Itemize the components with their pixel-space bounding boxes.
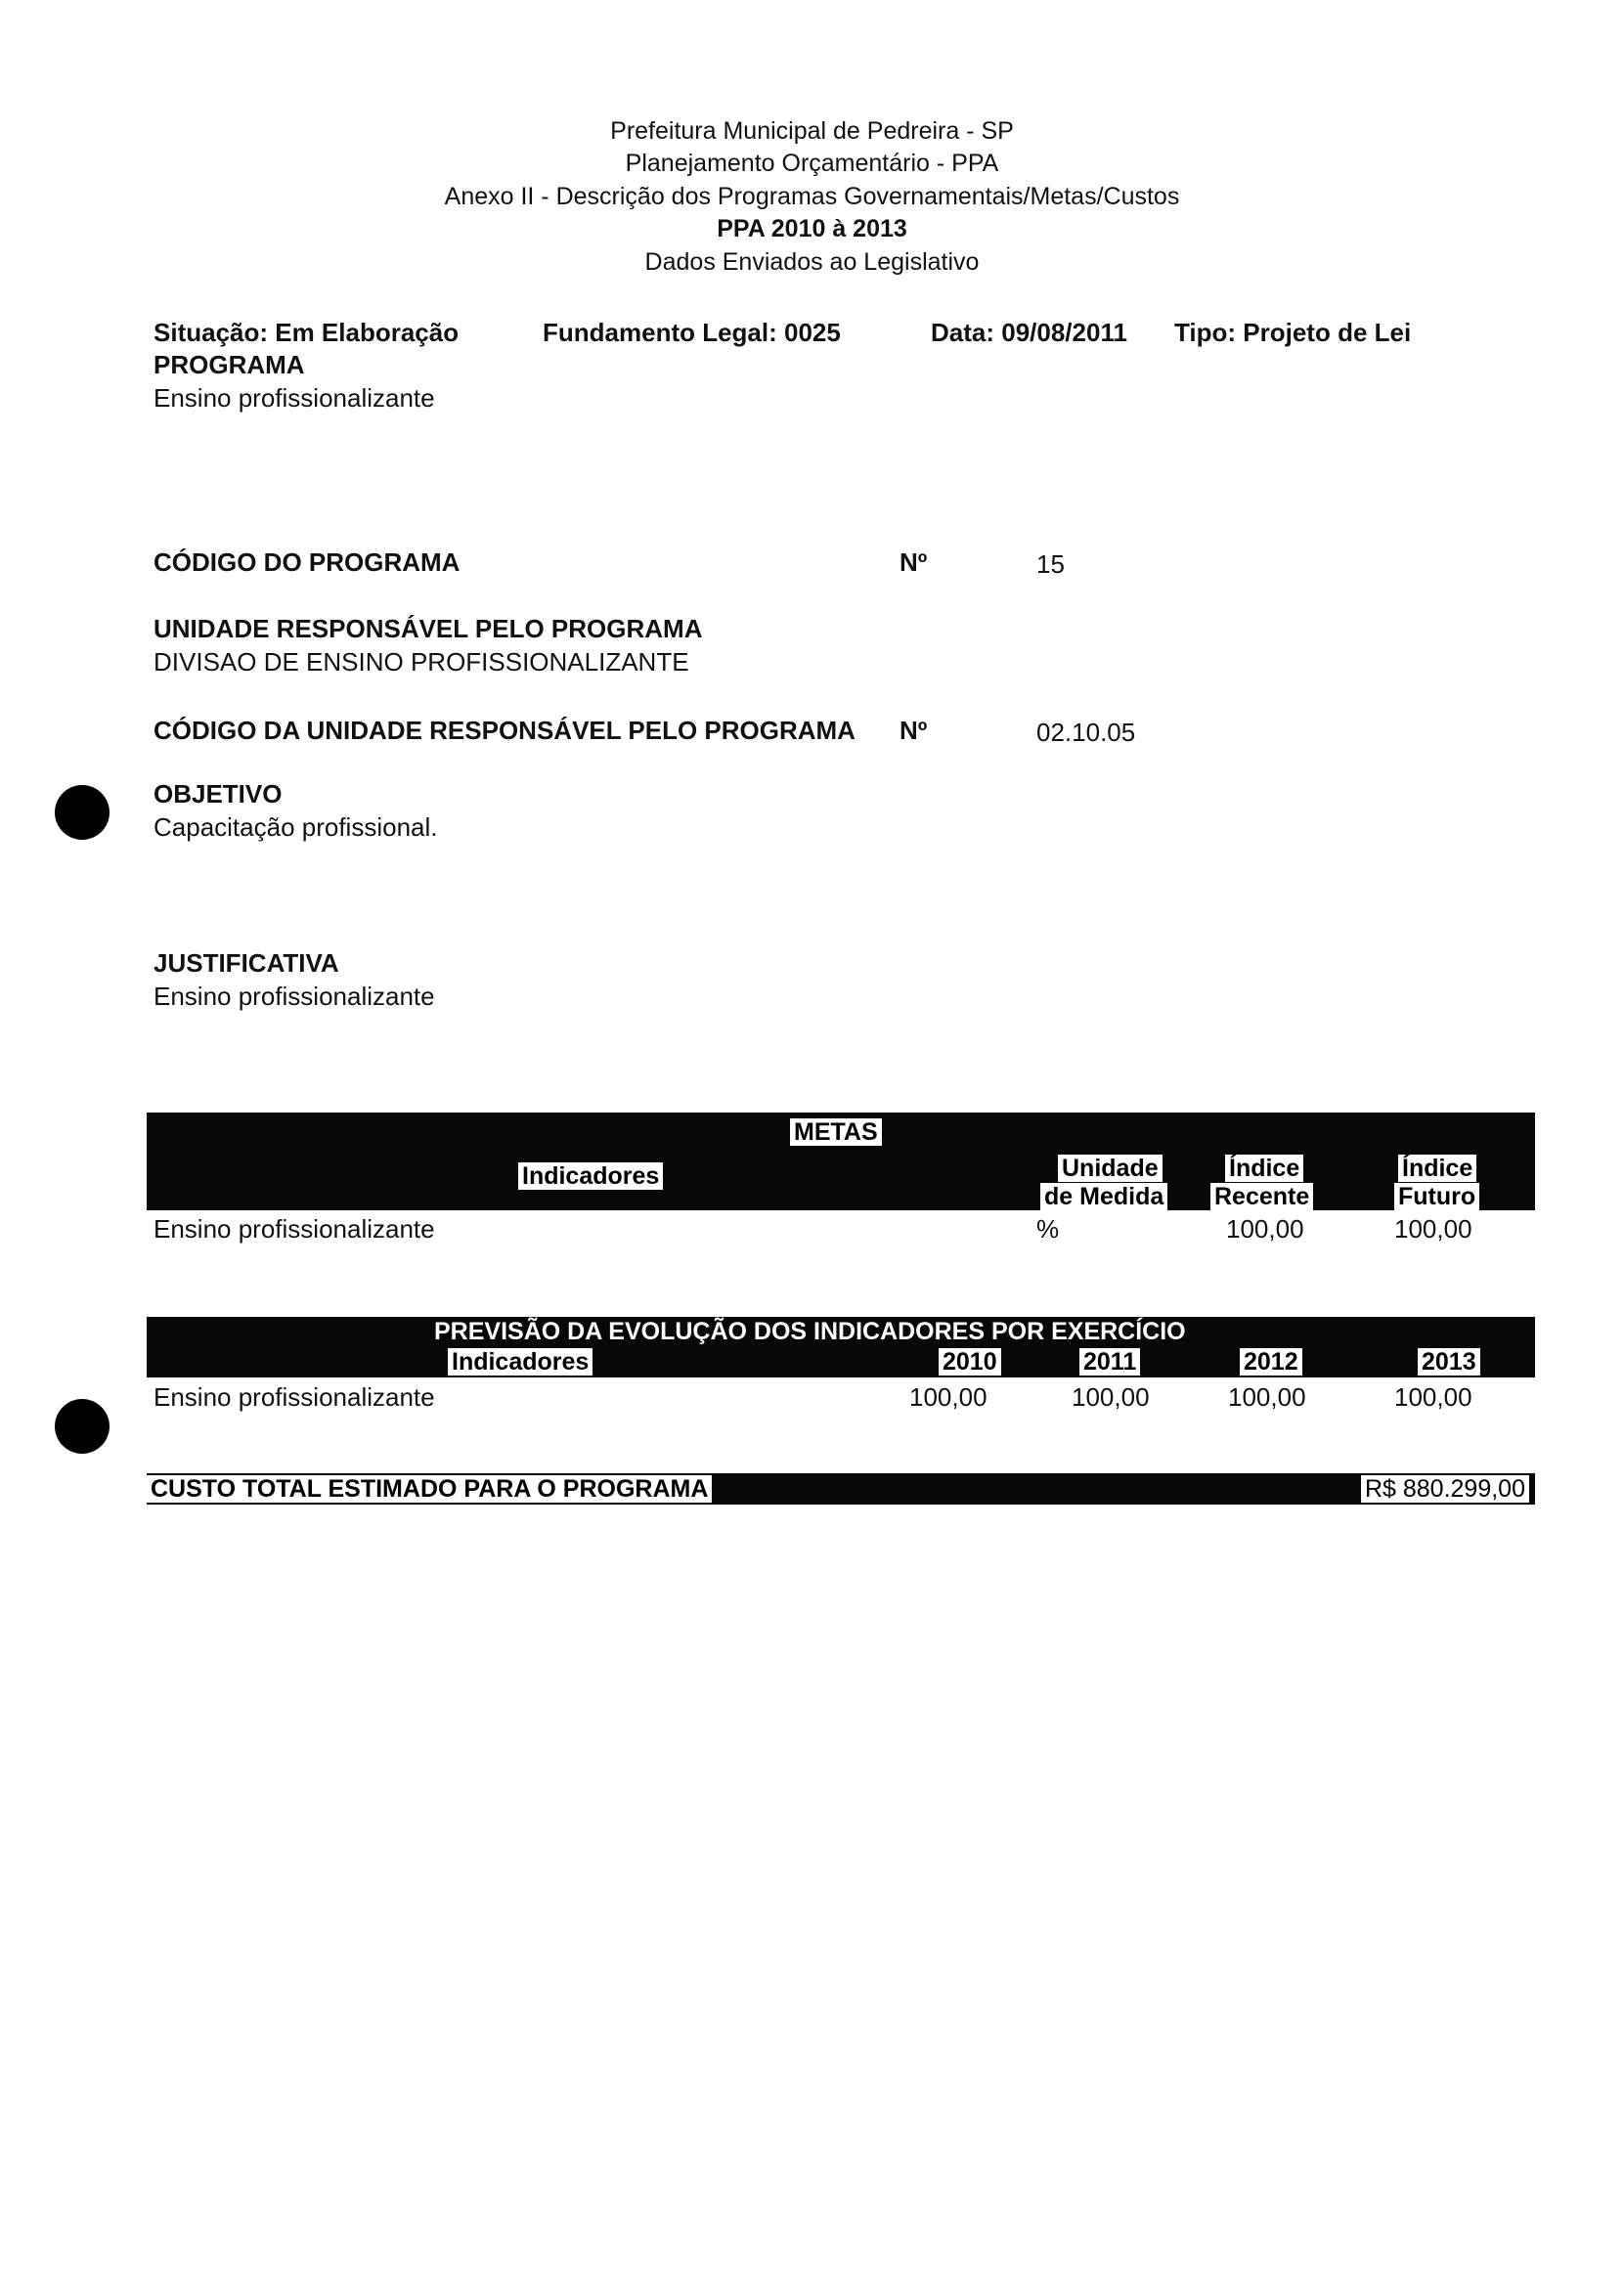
previsao-year-2010: 2010	[939, 1348, 1001, 1376]
metas-row-unidade: %	[1036, 1214, 1060, 1244]
codigo-unidade-label: CÓDIGO DA UNIDADE RESPONSÁVEL PELO PROGRAMA	[154, 716, 856, 745]
metas-col-unidade-2: de Medida	[1040, 1183, 1167, 1210]
previsao-row-value-2013: 100,00	[1394, 1382, 1472, 1412]
punch-hole	[55, 785, 110, 840]
previsao-header-bar	[147, 1317, 1535, 1377]
metas-header-bar	[147, 1113, 1535, 1210]
codigo-programa-n: Nº	[900, 547, 928, 577]
header-line-1: Prefeitura Municipal de Pedreira - SP	[610, 117, 1014, 145]
unidade-label: UNIDADE RESPONSÁVEL PELO PROGRAMA	[154, 614, 703, 643]
previsao-row-value-2012: 100,00	[1228, 1382, 1306, 1412]
metas-col-recente-2: Recente	[1210, 1183, 1313, 1210]
header-line-2: Planejamento Orçamentário - PPA	[625, 150, 999, 177]
situacao: Situação: Em Elaboração	[154, 318, 460, 347]
unidade-value: DIVISAO DE ENSINO PROFISSIONALIZANTE	[154, 647, 689, 677]
previsao-row-indicador: Ensino profissionalizante	[154, 1382, 435, 1412]
tipo: Tipo: Projeto de Lei	[1174, 318, 1412, 347]
custo-bar	[147, 1473, 1535, 1505]
codigo-unidade-value: 02.10.05	[1036, 718, 1136, 747]
justificativa-label: JUSTIFICATIVA	[154, 948, 339, 978]
header-line-4: PPA 2010 à 2013	[717, 215, 907, 242]
metas-row-recente: 100,00	[1226, 1214, 1304, 1244]
metas-col-futuro-1: Índice	[1398, 1155, 1476, 1182]
previsao-row-value-2010: 100,00	[909, 1382, 988, 1412]
metas-title: METAS	[790, 1118, 882, 1146]
metas-row-indicador: Ensino profissionalizante	[154, 1214, 435, 1244]
custo-label: CUSTO TOTAL ESTIMADO PARA O PROGRAMA	[147, 1475, 712, 1503]
header-line-3: Anexo II - Descrição dos Programas Governamentais/Metas/Custos	[444, 183, 1180, 210]
previsao-col-indicadores: Indicadores	[448, 1348, 593, 1376]
metas-col-futuro-2: Futuro	[1394, 1183, 1479, 1210]
metas-col-unidade-1: Unidade	[1058, 1155, 1163, 1182]
previsao-row-value-2011: 100,00	[1072, 1382, 1150, 1412]
previsao-year-2013: 2013	[1418, 1348, 1480, 1376]
previsao-title: PREVISÃO DA EVOLUÇÃO DOS INDICADORES POR EXERCÍCIO	[430, 1318, 1190, 1345]
codigo-programa-value: 15	[1036, 549, 1065, 579]
custo-value: R$ 880.299,00	[1361, 1475, 1529, 1503]
programa-value: Ensino profissionalizante	[154, 383, 435, 413]
objetivo-label: OBJETIVO	[154, 779, 283, 808]
header-line-5: Dados Enviados ao Legislativo	[644, 248, 980, 276]
previsao-year-2012: 2012	[1240, 1348, 1302, 1376]
metas-col-indicadores: Indicadores	[518, 1162, 663, 1190]
data: Data: 09/08/2011	[931, 318, 1127, 347]
punch-hole	[55, 1399, 110, 1454]
metas-row-futuro: 100,00	[1394, 1214, 1472, 1244]
programa-label: PROGRAMA	[154, 350, 305, 379]
justificativa-value: Ensino profissionalizante	[154, 982, 435, 1011]
objetivo-value: Capacitação profissional.	[154, 812, 438, 842]
fundamento-legal: Fundamento Legal: 0025	[543, 318, 841, 347]
codigo-unidade-n: Nº	[900, 716, 928, 745]
metas-col-recente-1: Índice	[1225, 1155, 1303, 1182]
codigo-programa-label: CÓDIGO DO PROGRAMA	[154, 547, 461, 577]
previsao-year-2011: 2011	[1079, 1348, 1140, 1376]
